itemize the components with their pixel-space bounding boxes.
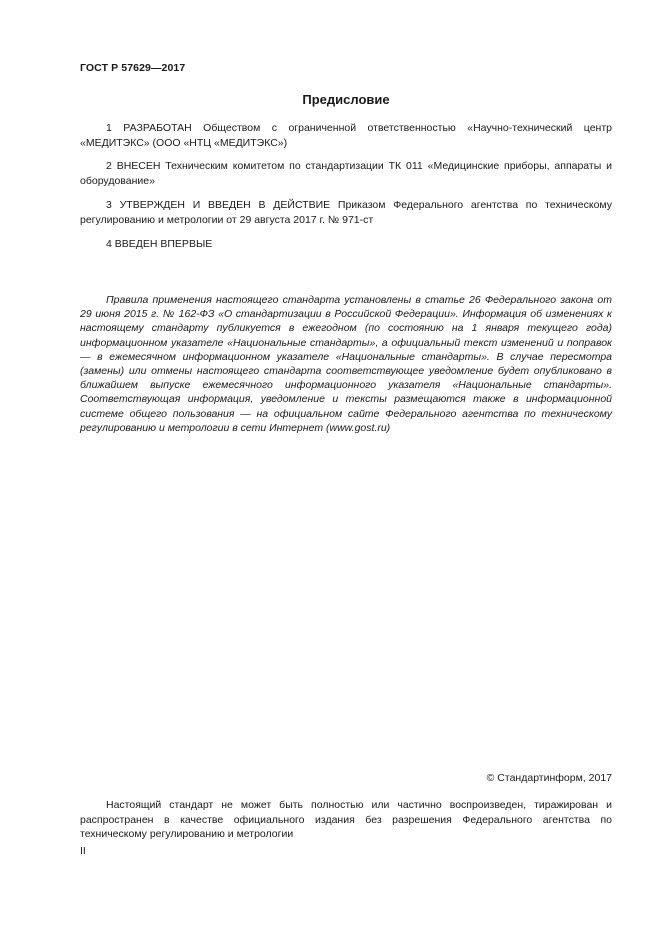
copyright-notice: © Стандартинформ, 2017 [486, 772, 612, 784]
document-code: ГОСТ Р 57629—2017 [80, 62, 186, 74]
foreword-item-introduced: 2 ВНЕСЕН Техническим комитетом по стандартизации ТК 011 «Медицинские приборы, аппараты и оборудование» [80, 160, 612, 187]
reproduction-rights-notice: Настоящий стандарт не может быть полностью или частично воспроизведен, тиражирован и распространен в качестве официального издания без разрешения Федерального агентства по техническому регулированию и метрологии [80, 799, 612, 840]
foreword-item-developed: 1 РАЗРАБОТАН Обществом с ограниченной ответственностью «Научно-технический центр «МЕДИТЭКС» (ООО «НТЦ «МЕДИТЭКС») [80, 122, 612, 149]
foreword-item-approved: 3 УТВЕРЖДЕН И ВВЕДЕН В ДЕЙСТВИЕ Приказом Федерального агентства по техническому регулированию и метрологии от 29 августа 2017 г. № 971-ст [80, 199, 612, 226]
application-rules-notice: Правила применения настоящего стандарта установлены в статье 26 Федерального закона от 29 июня 2015 г. № 162-ФЗ «О стандартизации в Российской Федерации». Информация об изменениях к настоящему стандарту публикуется в ежегодном (по состоянию на 1 января текущего года) информационном указателе «Национальные стандарты», а официальный текст изменений и поправок — в ежемесячном информационном указателе «Национальные стандарты». В случае пересмотра (замены) или отмены настоящего стандарта соответствующее уведомление будет опубликовано в ближайшем выпуске ежемесячного информационного указателя «Национальные стандарты». Соответствующая информация, уведомление и тексты размещаются также в информационной системе общего пользования — на официальном сайте Федерального агентства по техническому регулированию и метрологии в сети Интернет (www.gost.ru) [80, 294, 612, 434]
foreword-item-first-edition: 4 ВВЕДЕН ВПЕРВЫЕ [106, 238, 213, 250]
section-title: Предисловие [302, 92, 390, 107]
page-number: II [80, 845, 86, 857]
